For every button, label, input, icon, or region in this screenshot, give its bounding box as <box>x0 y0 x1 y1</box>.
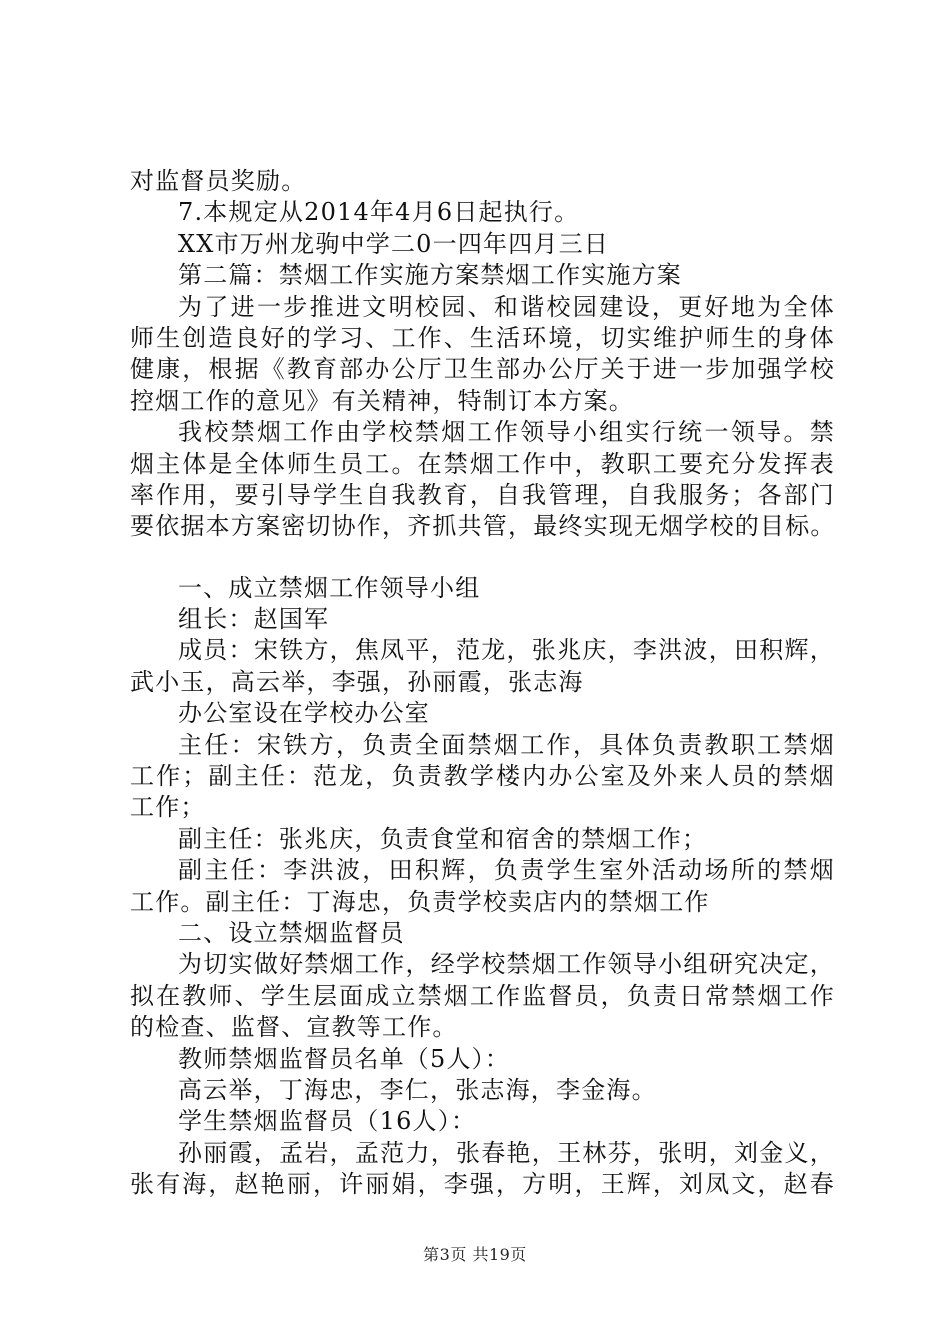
text-line: 烟主体是全体师生员工。在禁烟工作中，教职工要充分发挥表 <box>130 449 835 478</box>
text-line: 武小玉，高云举，李强，孙丽霞，张志海 <box>130 667 584 696</box>
text-line: 副主任：张兆庆，负责食堂和宿舍的禁烟工作； <box>178 824 708 853</box>
text-line: 学生禁烟监督员（16人）： <box>178 1107 477 1136</box>
text-line: 为了进一步推进文明校园、和谐校园建设，更好地为全体 <box>178 292 835 321</box>
text-line: 工作。副主任：丁海忠，负责学校卖店内的禁烟工作 <box>130 887 710 916</box>
page-footer: 第3页 共19页 <box>423 1245 527 1264</box>
text-line: 工作；副主任：范龙，负责教学楼内办公室及外来人员的禁烟 <box>130 762 835 791</box>
section-heading: 一、成立禁烟工作领导小组 <box>178 573 481 602</box>
text-line: 我校禁烟工作由学校禁烟工作领导小组实行统一领导。禁 <box>178 418 835 447</box>
text-line: 工作； <box>130 793 206 822</box>
text-line: 副主任：李洪波，田积辉，负责学生室外活动场所的禁烟 <box>178 856 835 885</box>
section-heading: 二、设立禁烟监督员 <box>178 918 405 947</box>
text-line: 高云举，丁海忠，李仁，张志海，李金海。 <box>178 1075 657 1104</box>
text-line: 的检查、监督、宣教等工作。 <box>130 1013 458 1042</box>
text-line: 要依据本方案密切协作，齐抓共管，最终实现无烟学校的目标。 <box>130 512 836 541</box>
text-line: XX市万州龙驹中学二0一四年四月三日 <box>178 229 610 258</box>
text-line: 教师禁烟监督员名单（5人）： <box>178 1044 511 1073</box>
text-line: 张有海，赵艳丽，许丽娟，李强，方明，王辉，刘凤文，赵春 <box>130 1170 835 1199</box>
text-line: 率作用，要引导学生自我教育，自我管理，自我服务；各部门 <box>130 480 835 509</box>
text-line: 拟在教师、学生层面成立禁烟工作监督员，负责日常禁烟工作 <box>130 981 835 1010</box>
text-line: 成员：宋铁方，焦凤平，范龙，张兆庆，李洪波，田积辉， <box>178 636 835 665</box>
text-line: 健康，根据《教育部办公厅卫生部办公厅关于进一步加强学校 <box>130 355 835 384</box>
text-line: 办公室设在学校办公室 <box>178 699 430 728</box>
text-line: 对监督员奖励。 <box>130 167 307 195</box>
text-line: 师生创造良好的学习、工作、生活环境，切实维护师生的身体 <box>130 323 835 352</box>
document-body <box>130 166 835 1201</box>
text-line: 孙丽霞，孟岩，孟范力，张春艳，王林芬，张明，刘金义， <box>178 1138 835 1167</box>
text-line: 组长：赵国军 <box>178 605 330 634</box>
text-line: 主任：宋铁方，负责全面禁烟工作，具体负责教职工禁烟 <box>178 730 835 759</box>
text-line: 为切实做好禁烟工作，经学校禁烟工作领导小组研究决定， <box>178 950 835 979</box>
text-line: 控烟工作的意见》有关精神，特制订本方案。 <box>130 386 634 415</box>
text-line: 7.本规定从2014年4月6日起执行。 <box>178 198 580 227</box>
section-title: 第二篇：禁烟工作实施方案禁烟工作实施方案 <box>178 261 682 290</box>
paragraph-gap <box>130 543 835 573</box>
